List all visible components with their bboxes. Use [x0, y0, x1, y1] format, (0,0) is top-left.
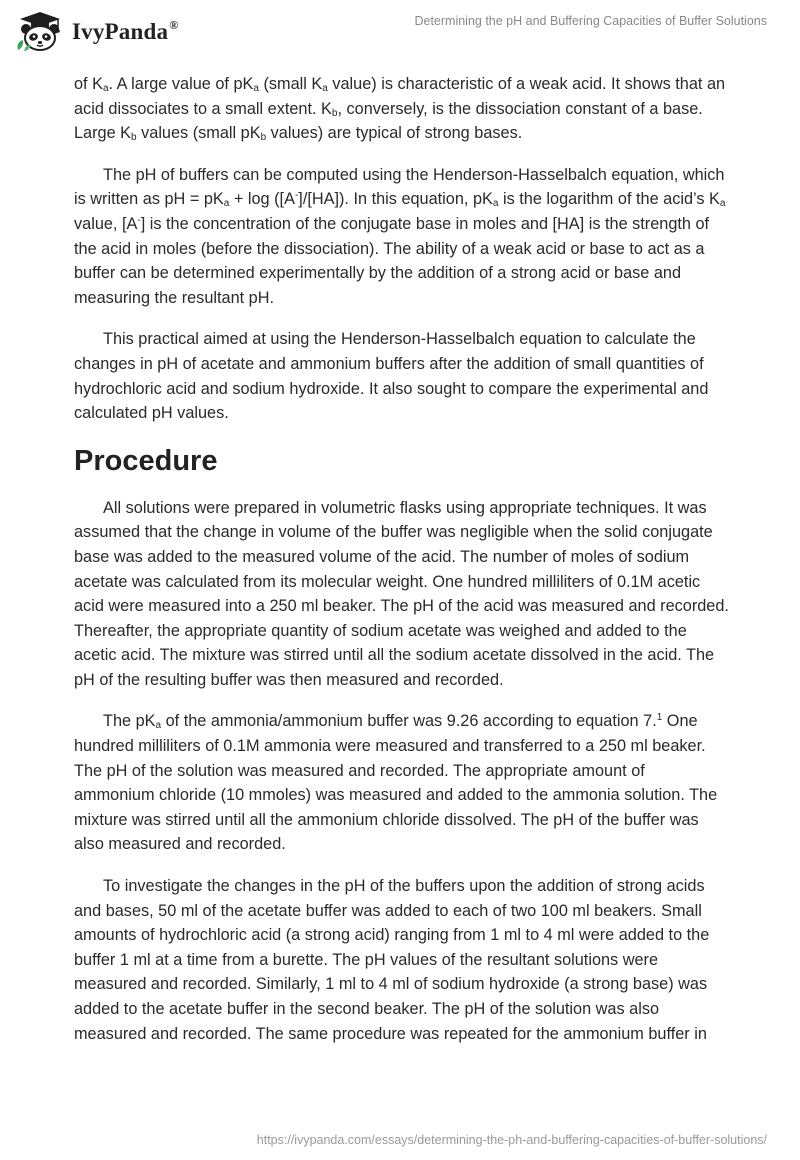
- ivypanda-logo[interactable]: [14, 10, 178, 52]
- panda-icon: [14, 10, 66, 52]
- paragraph-ka-kb: of $K_a$. A large value of $pK_a$ (small $K_a$ value) is characteristic of a weak acid. It shows that an acid dissociates to a small extent. $K_b$, conversely, is the dissociation constant of a base. Large $K_b$ values (small $pK_b$ values) are typical of strong bases.: [74, 75, 726, 144]
- paragraph-aim: This practical aimed at using the Henderson-Hasselbalch equation to calculate the changes in pH of acetate and ammonium buffers after the addition of small quantities of hydrochloric acid and sodium hydroxide. It also sought to compare the experimental and calculated pH values.: [74, 330, 709, 423]
- brand-name: IvyPanda®: [72, 17, 179, 44]
- paragraph-ammonia-prep: The $pK_a$ of the ammonia/ammonium buffer was 9.26 according to equation 7.$^1$ One hundred milliliters of 0.1M ammonia were measured and transferred to a 250 ml beaker. The pH of the solution was measured and recorded. The appropriate amount of ammonium chloride (10 mmoles) was measured and added to the ammonia solution. The mixture was stirred until all the ammonium chloride dissolved. The pH of the buffer was also measured and recorded.: [74, 712, 718, 854]
- section-heading-procedure: Procedure: [74, 444, 218, 477]
- essay-body: [74, 72, 729, 1063]
- document-title: Determining the pH and Buffering Capacities of Buffer Solutions: [414, 14, 767, 28]
- source-url[interactable]: https://ivypanda.com/essays/determining-the-ph-and-buffering-capacities-of-buffer-solutions/: [256, 1133, 767, 1147]
- footnote-ref[interactable]: 1: [656, 712, 663, 724]
- paragraph-henderson-hasselbalch: The pH of buffers can be computed using the Henderson-Hasselbalch equation, which is written as pH = $pK_a + \log ([A^-]/[HA])$. In this equation, $pK_a$ is the logarithm of the acid’s $K_a$ value, [A-] is the concentration of the conjugate base in moles and [HA] is the strength of the acid in moles (before the dissociation). The ability of a weak acid or base to act as a buffer can be determined experimentally by the addition of a strong acid or base and measuring the resultant pH.: [74, 165, 726, 307]
- page-header: [0, 0, 800, 62]
- paragraph-buffer-capacity: To investigate the changes in the pH of the buffers upon the addition of strong acids and bases, 50 ml of the acetate buffer was added to each of two 100 ml beakers. Small amounts of hydrochloric acid (a strong acid) ranging from 1 ml to 4 ml were added to the buffer 1 ml at a time from a burette. The pH values of the resultant solutions were measured and recorded. Similarly, 1 ml to 4 ml of sodium hydroxide (a strong base) was added to the acetate buffer in the second beaker. The pH of the solution was also measured and recorded. The same procedure was repeated for the ammonium buffer in: [74, 877, 710, 1043]
- paragraph-acetate-prep: All solutions were prepared in volumetric flasks using appropriate techniques. It was assumed that the change in volume of the buffer was negligible when the solid conjugate base was added to the measured volume of the acid. The number of moles of sodium acetate was calculated from its molecular weight. One hundred milliliters of 0.1M acetic acid were measured into a 250 ml beaker. The pH of the acid was measured and recorded. Thereafter, the appropriate quantity of sodium acetate was weighed and added to the acetic acid. The mixture was stirred until all the sodium acetate dissolved in the acid. The pH of the resulting buffer was then measured and recorded.: [74, 498, 729, 689]
